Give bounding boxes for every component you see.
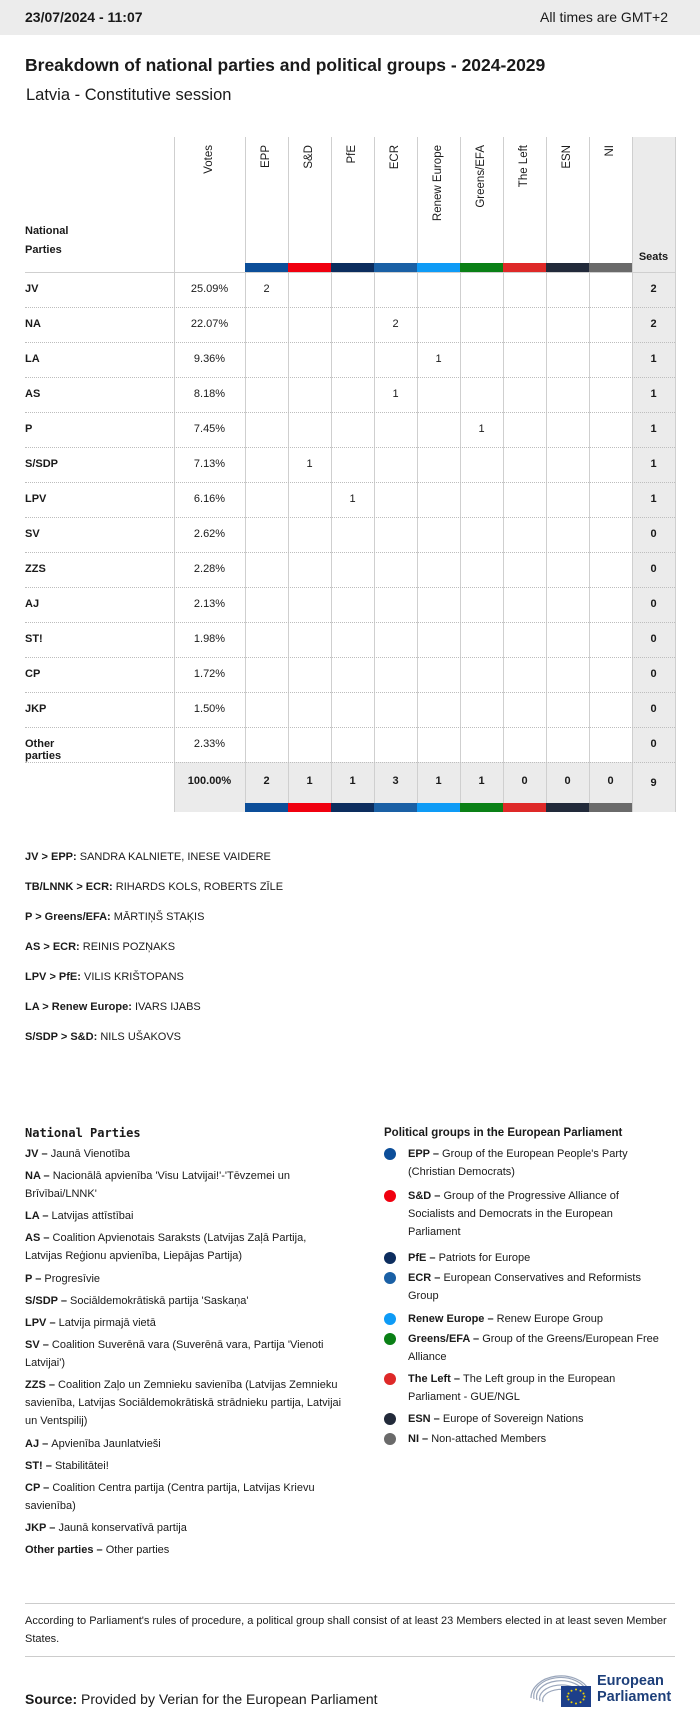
elected-assignment: AS > ECR (25, 941, 77, 953)
political-group-item (384, 1410, 664, 1428)
group-color-bar (460, 263, 503, 272)
national-party-item (25, 1479, 345, 1515)
group-abbr: ECR (408, 1272, 432, 1284)
party-name: LPV (25, 493, 47, 505)
separator: – (429, 1148, 443, 1160)
separator: – (46, 1522, 59, 1534)
seats-header: Seats (638, 251, 669, 263)
elected-names: IVARS IJABS (134, 1001, 201, 1013)
vote-share: 7.13% (193, 458, 226, 470)
group-color-dot (384, 1433, 396, 1445)
row-divider (25, 447, 675, 448)
party-name: CP (25, 668, 41, 680)
separator: – (469, 1333, 483, 1345)
group-color-bar (245, 263, 288, 272)
separator: – (57, 1295, 71, 1307)
party-seats: 0 (650, 703, 657, 715)
party-full-name: Stabilitātei! (54, 1460, 109, 1472)
vote-share: 1.98% (193, 633, 226, 645)
party-full-name: Coalition Suverēnā vara (Suverēnā vara, Partija 'Vienoti Latvijai') (25, 1339, 324, 1369)
national-party-item (25, 1519, 345, 1537)
elected-member-line (25, 851, 271, 863)
group-header-7 (546, 137, 589, 274)
separator: : (107, 911, 114, 923)
elected-assignment: P > Greens/EFA (25, 911, 108, 923)
party-full-name: Other parties (105, 1544, 170, 1556)
group-abbr: Greens/EFA (408, 1333, 470, 1345)
timezone-note: All times are GMT+2 (540, 9, 668, 25)
group-full-name: European Conservatives and Reformists Group (408, 1272, 641, 1302)
national-party-item (25, 1145, 345, 1163)
party-full-name: Coalition Zaļo un Zemnieku savienība (Latvijas Zemnieku savienība, Latvijas Sociāldemokrātiskā strādnieku partija, Latvijai un Ventspilij) (25, 1379, 342, 1427)
party-full-name: Coalition Centra partija (Centra partija, Latvijas Krievu savienība) (25, 1482, 315, 1512)
column-divider (675, 137, 676, 812)
row-divider (25, 762, 675, 763)
group-color-bar (288, 263, 331, 272)
separator: : (93, 1031, 101, 1043)
header-divider (25, 272, 675, 273)
group-abbr: EPP (408, 1148, 430, 1160)
national-party-item (25, 1457, 345, 1475)
party-name: NA (25, 318, 41, 330)
national-party-item (25, 1167, 345, 1203)
group-header-5-label: Greens/EFA (474, 145, 487, 208)
vote-share: 25.09% (190, 283, 229, 295)
party-full-name: Jaunā Vienotība (50, 1148, 131, 1160)
separator: – (38, 1148, 51, 1160)
elected-assignment: TB/LNNK > ECR (25, 881, 110, 893)
national-party-item (25, 1292, 345, 1310)
parliament-emblem-icon (525, 1668, 595, 1710)
separator: – (93, 1544, 106, 1556)
group-color-bar (288, 803, 331, 812)
party-name: SV (25, 528, 40, 540)
vote-share: 6.16% (193, 493, 226, 505)
party-name: ST! (25, 633, 43, 645)
party-abbr: CP (25, 1482, 41, 1494)
separator: – (39, 1339, 52, 1351)
group-color-dot (384, 1333, 396, 1345)
elected-names: NILS UŠAKOVS (100, 1031, 182, 1043)
group-full-name: Patriots for Europe (438, 1252, 531, 1264)
row-divider (25, 692, 675, 693)
party-abbr: LPV (25, 1317, 47, 1329)
separator: – (39, 1210, 52, 1222)
group-color-bar (331, 803, 374, 812)
group-header-2-label: PfE (345, 145, 358, 164)
group-header-6-label: The Left (517, 145, 530, 188)
group-color-dot (384, 1373, 396, 1385)
party-seats: 0 (650, 563, 657, 575)
political-group-item (384, 1249, 664, 1267)
group-abbr: PfE (408, 1252, 427, 1264)
political-group-item (384, 1330, 664, 1366)
row-divider (25, 377, 675, 378)
separator: – (46, 1317, 59, 1329)
party-abbr: S/SDP (25, 1295, 58, 1307)
party-abbr: ZZS (25, 1379, 46, 1391)
total-group-seats: 0 (607, 775, 614, 787)
separator: – (450, 1373, 464, 1385)
vote-share: 9.36% (193, 353, 226, 365)
separator: – (40, 1482, 53, 1494)
political-groups-heading: Political groups in the European Parliament (384, 1127, 623, 1139)
top-bar (0, 0, 700, 35)
total-group-seats: 3 (392, 775, 399, 787)
elected-member-line (25, 941, 175, 953)
elected-assignment: LA > Renew Europe (25, 1001, 129, 1013)
party-seats: 2 (650, 318, 657, 330)
party-abbr: AJ (25, 1438, 40, 1450)
separator: – (40, 1170, 53, 1182)
group-color-dot (384, 1313, 396, 1325)
vote-share: 2.13% (193, 598, 226, 610)
group-color-bar (417, 263, 460, 272)
page-title: Breakdown of national parties and political groups - 2024-2029 (25, 55, 546, 75)
group-seat-count: 1 (435, 353, 442, 365)
group-color-dot (384, 1148, 396, 1160)
separator: – (39, 1438, 52, 1450)
party-seats: 1 (650, 423, 657, 435)
group-abbr: Renew Europe (408, 1313, 485, 1325)
party-full-name: Sociāldemokrātiskā partija 'Saskaņa' (70, 1295, 249, 1307)
total-group-seats: 0 (564, 775, 571, 787)
group-color-bar (374, 803, 417, 812)
separator: : (76, 941, 83, 953)
party-seats: 2 (650, 283, 657, 295)
party-full-name: Apvienība Jaunlatvieši (51, 1438, 161, 1450)
group-color-dot (384, 1252, 396, 1264)
national-party-item (25, 1336, 345, 1372)
group-full-name: Group of the Progressive Alliance of Socialists and Democrats in the European Parliament (408, 1190, 619, 1238)
national-party-item (25, 1314, 345, 1332)
national-party-item (25, 1207, 345, 1225)
political-group-item (384, 1310, 664, 1328)
group-seat-count: 1 (478, 423, 485, 435)
group-full-name: Non-attached Members (431, 1433, 547, 1445)
group-abbr: ESN (408, 1413, 431, 1425)
party-full-name: Progresīvie (44, 1273, 101, 1285)
group-full-name: The Left group in the European Parliament - GUE/NGL (408, 1373, 616, 1403)
group-color-bar (589, 263, 632, 272)
group-seat-count: 1 (392, 388, 399, 400)
elected-names: REINIS POZŅAKS (82, 941, 176, 953)
political-group-item (384, 1269, 664, 1305)
elected-names: MĀRTIŅŠ STAĶIS (113, 911, 205, 923)
elected-names: VILIS KRIŠTOPANS (84, 971, 184, 983)
party-name: AS (25, 388, 41, 400)
group-color-bar (546, 803, 589, 812)
party-abbr: JKP (25, 1522, 47, 1534)
group-color-bar (417, 803, 460, 812)
row-divider (25, 552, 675, 553)
party-full-name: Latvija pirmajā vietā (58, 1317, 156, 1329)
group-color-bar (245, 803, 288, 812)
political-group-item (384, 1187, 664, 1241)
elected-names: SANDRA KALNIETE, INESE VAIDERE (79, 851, 271, 863)
total-group-seats: 1 (306, 775, 313, 787)
total-group-seats: 0 (521, 775, 528, 787)
party-name: Other parties (25, 738, 62, 762)
separator: : (128, 1001, 135, 1013)
elected-assignment: LPV > PfE (25, 971, 78, 983)
separator: – (430, 1413, 443, 1425)
group-header-3 (374, 137, 417, 274)
separator: – (45, 1379, 59, 1391)
party-full-name: Coalition Apvienotais Saraksts (Latvijas Zaļā Partija, Latvijas Reģionu apvienība, Liepājas Partija) (25, 1232, 307, 1262)
group-color-dot (384, 1413, 396, 1425)
votes-header (174, 137, 245, 274)
national-party-item (25, 1270, 345, 1288)
vote-share: 2.33% (193, 738, 226, 750)
party-name: S/SDP (25, 458, 59, 470)
party-abbr: AS (25, 1232, 41, 1244)
national-party-item (25, 1541, 345, 1559)
group-seat-count: 1 (306, 458, 313, 470)
total-group-seats: 1 (349, 775, 356, 787)
group-full-name: Europe of Sovereign Nations (442, 1413, 584, 1425)
party-abbr: NA (25, 1170, 41, 1182)
party-name: JV (25, 283, 39, 295)
party-seats: 0 (650, 528, 657, 540)
party-name: AJ (25, 598, 40, 610)
source-label: Source: (25, 1691, 78, 1707)
separator: : (109, 881, 116, 893)
vote-share: 1.72% (193, 668, 226, 680)
party-seats: 1 (650, 493, 657, 505)
political-group-item (384, 1145, 664, 1181)
page-subtitle: Latvia - Constitutive session (26, 86, 232, 104)
party-name: ZZS (25, 563, 46, 575)
group-full-name: Group of the Greens/European Free Alliance (408, 1333, 659, 1363)
group-color-bar (460, 803, 503, 812)
divider (25, 1603, 675, 1604)
group-color-dot (384, 1190, 396, 1202)
party-seats: 1 (650, 388, 657, 400)
group-color-dot (384, 1272, 396, 1284)
party-abbr: Other parties (25, 1544, 94, 1556)
row-divider (25, 517, 675, 518)
national-parties-header: National Parties (25, 225, 69, 256)
elected-assignment: JV > EPP (25, 851, 74, 863)
party-abbr: JV (25, 1148, 39, 1160)
group-color-bar (374, 263, 417, 272)
group-header-0 (245, 137, 288, 274)
group-header-6 (503, 137, 546, 274)
national-parties-heading: National Parties (25, 1126, 141, 1140)
party-seats: 1 (650, 458, 657, 470)
national-party-item (25, 1229, 345, 1265)
group-header-2 (331, 137, 374, 274)
party-abbr: SV (25, 1339, 40, 1351)
group-header-5 (460, 137, 503, 274)
separator: – (431, 1190, 444, 1202)
row-divider (25, 482, 675, 483)
elected-assignment: S/SDP > S&D (25, 1031, 94, 1043)
group-color-bar (331, 263, 374, 272)
group-header-4-label: Renew Europe (431, 145, 444, 222)
total-group-seats: 1 (478, 775, 485, 787)
party-abbr: P (25, 1273, 33, 1285)
separator: – (426, 1252, 439, 1264)
separator: : (77, 971, 85, 983)
group-color-bar (503, 263, 546, 272)
party-full-name: Nacionālā apvienība 'Visu Latvijai!'-'Tēvzemei un Brīvībai/LNNK' (25, 1170, 290, 1200)
row-divider (25, 587, 675, 588)
total-votes: 100.00% (187, 775, 232, 787)
party-abbr: ST! (25, 1460, 43, 1472)
group-abbr: The Left (408, 1373, 451, 1385)
divider (25, 1656, 675, 1657)
vote-share: 22.07% (190, 318, 229, 330)
vote-share: 8.18% (193, 388, 226, 400)
separator: – (32, 1273, 45, 1285)
rules-note: According to Parliament's rules of procedure, a political group shall consist of at least 23 Members elected in at least seven Member States. (25, 1615, 667, 1645)
elected-member-line (25, 1031, 181, 1043)
european-parliament-logo (525, 1668, 675, 1714)
group-header-0-label: EPP (259, 145, 272, 169)
total-group-seats: 1 (435, 775, 442, 787)
group-full-name: Renew Europe Group (496, 1313, 604, 1325)
row-divider (25, 622, 675, 623)
group-seat-count: 1 (349, 493, 356, 505)
group-header-8-label: NI (603, 145, 616, 157)
party-full-name: Latvijas attīstībai (51, 1210, 134, 1222)
vote-share: 1.50% (193, 703, 226, 715)
party-abbr: LA (25, 1210, 40, 1222)
source-line (25, 1691, 378, 1707)
group-color-bar (503, 803, 546, 812)
row-divider (25, 412, 675, 413)
row-divider (25, 657, 675, 658)
timestamp: 23/07/2024 - 11:07 (25, 9, 143, 25)
logo-wordmark: European Parliament (597, 1673, 672, 1705)
elected-member-line (25, 881, 283, 893)
vote-share: 7.45% (193, 423, 226, 435)
separator: – (419, 1433, 432, 1445)
party-seats: 0 (650, 738, 657, 750)
elected-member-line (25, 971, 184, 983)
vote-share: 2.62% (193, 528, 226, 540)
political-group-item (384, 1430, 664, 1448)
row-divider (25, 727, 675, 728)
political-group-item (384, 1370, 664, 1406)
vote-share: 2.28% (193, 563, 226, 575)
group-header-7-label: ESN (560, 145, 573, 169)
group-header-1 (288, 137, 331, 274)
party-name: JKP (25, 703, 47, 715)
national-party-item (25, 1376, 345, 1430)
separator: – (42, 1460, 55, 1472)
row-divider (25, 342, 675, 343)
party-name: LA (25, 353, 40, 365)
party-seats: 0 (650, 633, 657, 645)
source-text: Provided by Verian for the European Parliament (81, 1691, 378, 1707)
group-header-4 (417, 137, 460, 274)
total-group-seats: 2 (263, 775, 270, 787)
group-seat-count: 2 (263, 283, 270, 295)
separator: – (40, 1232, 53, 1244)
elected-names: RIHARDS KOLS, ROBERTS ZĪLE (115, 881, 284, 893)
elected-member-line (25, 911, 204, 923)
elected-member-line (25, 1001, 201, 1013)
group-header-1-label: S&D (302, 145, 315, 169)
group-abbr: S&D (408, 1190, 432, 1202)
party-seats: 0 (650, 598, 657, 610)
group-color-bar (546, 263, 589, 272)
separator: – (431, 1272, 444, 1284)
party-seats: 1 (650, 353, 657, 365)
total-seats: 9 (650, 777, 657, 789)
national-party-item (25, 1435, 345, 1453)
group-abbr: NI (408, 1433, 419, 1445)
group-color-bar (589, 803, 632, 812)
separator: : (73, 851, 80, 863)
group-full-name: Group of the European People's Party (Christian Democrats) (408, 1148, 628, 1178)
row-divider (25, 307, 675, 308)
party-seats: 0 (650, 668, 657, 680)
group-header-3-label: ECR (388, 145, 401, 170)
party-name: P (25, 423, 33, 435)
group-header-8 (589, 137, 632, 274)
votes-header-label: Votes (202, 145, 215, 174)
party-full-name: Jaunā konservatīvā partija (58, 1522, 187, 1534)
group-seat-count: 2 (392, 318, 399, 330)
separator: – (484, 1313, 497, 1325)
